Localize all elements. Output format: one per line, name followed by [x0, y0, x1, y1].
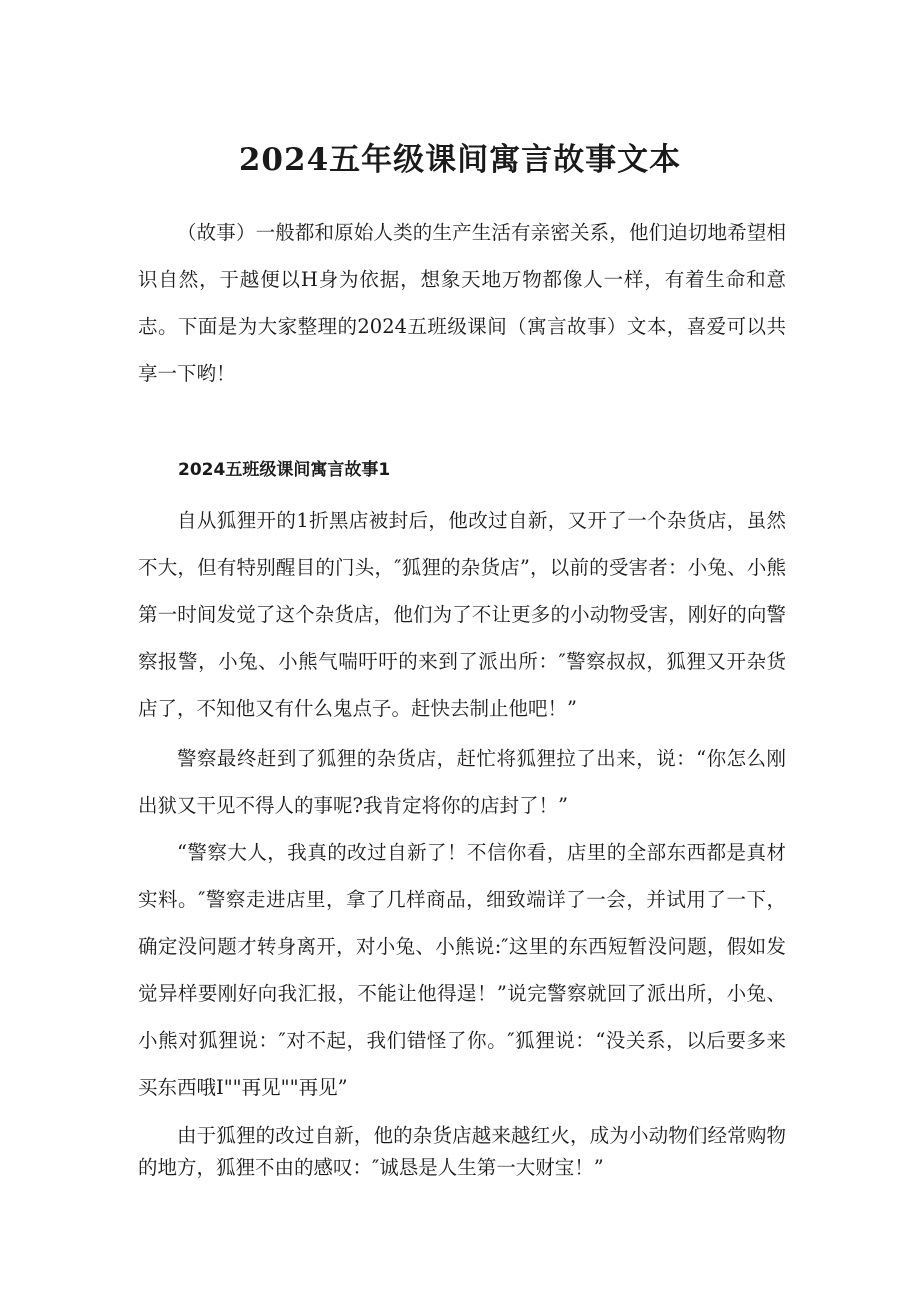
story-paragraph-4: 由于狐狸的改过自新，他的杂货店越来越红火，成为小动物们经常购物的地方，狐狸不由的感叹：″诚恳是人生第一大财宝！”: [138, 1124, 786, 1179]
intro-paragraph: （故事）一般都和原始人类的生产生活有亲密关系，他们迫切地希望相识自然，于越便以H身为依据，想象天地万物都像人一样，有着生命和意志。下面是为大家整理的2024五班级课间（寓言故事）文本，喜爱可以共享一下哟！: [138, 221, 786, 385]
document-title: 2024五年级课间寓言故事文本: [238, 142, 682, 178]
story-paragraph-2: 警察最终赶到了狐狸的杂货店，赶忙将狐狸拉了出来，说：“你怎么刚出狱又干见不得人的事呢?我肯定将你的店封了！”: [138, 747, 786, 817]
section-heading: 2024五班级课间寓言故事1: [178, 460, 391, 480]
story-paragraph-3: “警察大人，我真的改过自新了！不信你看，店里的全部东西都是真材实料。″警察走进店里，拿了几样商品，细致端详了一会，并试用了一下，确定没问题才转身离开，对小兔、小熊说:″这里的东西短暂没问题，假如发觉异样要刚好向我汇报，不能让他得逞！”说完警察就回了派出所，小兔、小熊对狐狸说：″对不起，我们错怪了你。″狐狸说：“没关系，以后要多来买东西哦I""再见""再见”: [138, 841, 786, 1099]
story-paragraph-1: 自从狐狸开的1折黑店被封后，他改过自新，又开了一个杂货店，虽然不大，但有特别醒目的门头，″狐狸的杂货店”，以前的受害者：小兔、小熊第一时间发觉了这个杂货店，他们为了不让更多的小动物受害，刚好的向警察报警，小兔、小熊气喘吁吁的来到了派出所：″警察叔叔，狐狸又开杂货店了，不知他又有什么鬼点子。赶快去制止他吧！”: [138, 509, 786, 720]
